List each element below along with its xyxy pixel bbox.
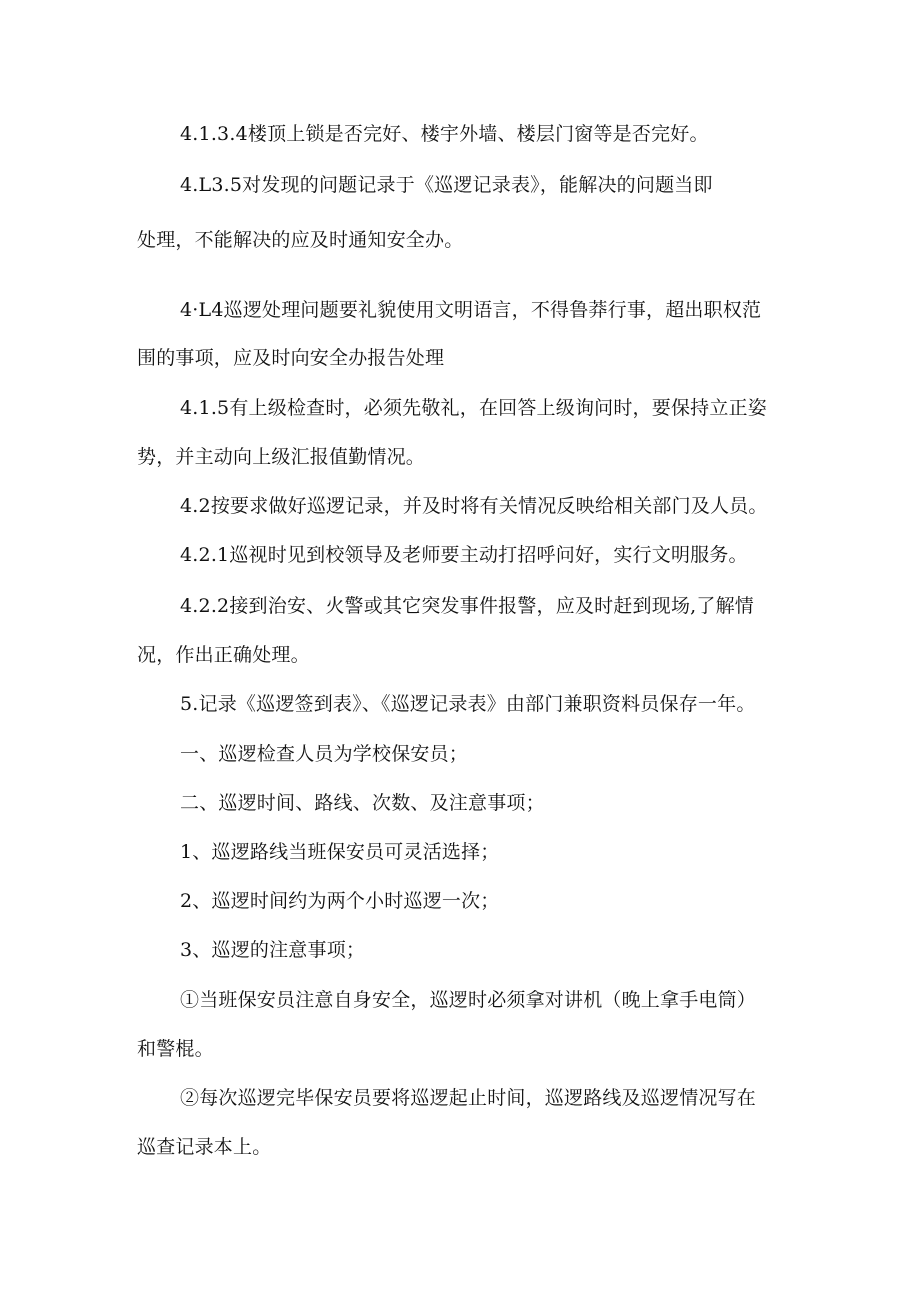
paragraph-4-1-5-line-1: 4.1.5有上级检查时，必须先敬礼，在回答上级询问时，要保持立正姿 bbox=[180, 397, 767, 419]
paragraph-4-2-1: 4.2.1巡视时见到校领导及老师要主动打招呼问好，实行文明服务。 bbox=[180, 544, 748, 566]
note-1-line-2: 和警棍。 bbox=[137, 1038, 214, 1060]
paragraph-4-1-3-5-line-2: 处理，不能解决的应及时通知安全办。 bbox=[137, 229, 464, 251]
paragraph-4-1-5-line-2: 势，并主动向上级汇报值勤情况。 bbox=[137, 446, 426, 468]
note-1-line-1: ①当班保安员注意自身安全，巡逻时必须拿对讲机（晚上拿手电筒） bbox=[180, 989, 757, 1011]
section-one-heading: 一、巡逻检查人员为学校保安员； bbox=[180, 743, 469, 765]
note-2-line-2: 巡查记录本上。 bbox=[137, 1136, 272, 1158]
item-1: 1、巡逻路线当班保安员可灵活选择； bbox=[180, 841, 500, 863]
note-2-line-1: ②每次巡逻完毕保安员要将巡逻起止时间，巡逻路线及巡逻情况写在 bbox=[180, 1087, 757, 1109]
paragraph-4-2-2-line-2: 况，作出正确处理。 bbox=[137, 644, 310, 666]
paragraph-4-1-4-line-2: 围的事项，应及时向安全办报告处理 bbox=[137, 347, 445, 369]
paragraph-4-2: 4.2按要求做好巡逻记录，并及时将有关情况反映给相关部门及人员。 bbox=[180, 495, 768, 517]
item-3: 3、巡逻的注意事项； bbox=[180, 939, 366, 961]
paragraph-4-1-3-4: 4.1.3.4楼顶上锁是否完好、楼宇外墙、楼层门窗等是否完好。 bbox=[180, 123, 709, 145]
item-2: 2、巡逻时间约为两个小时巡逻一次； bbox=[180, 890, 500, 912]
paragraph-4-2-2-line-1: 4.2.2接到治安、火警或其它突发事件报警，应及时赶到现场,了解情 bbox=[180, 595, 754, 617]
paragraph-4-1-4-line-1: 4·L4巡逻处理问题要礼貌使用文明语言，不得鲁莽行事，超出职权范 bbox=[180, 299, 762, 321]
paragraph-5: 5.记录《巡逻签到表》、《巡逻记录表》由部门兼职资料员保存一年。 bbox=[180, 693, 756, 715]
section-two-heading: 二、巡逻时间、路线、次数、及注意事项； bbox=[180, 792, 545, 814]
paragraph-4-1-3-5-line-1: 4.L3.5对发现的问题记录于《巡逻记录表》，能解决的问题当即 bbox=[180, 174, 713, 196]
